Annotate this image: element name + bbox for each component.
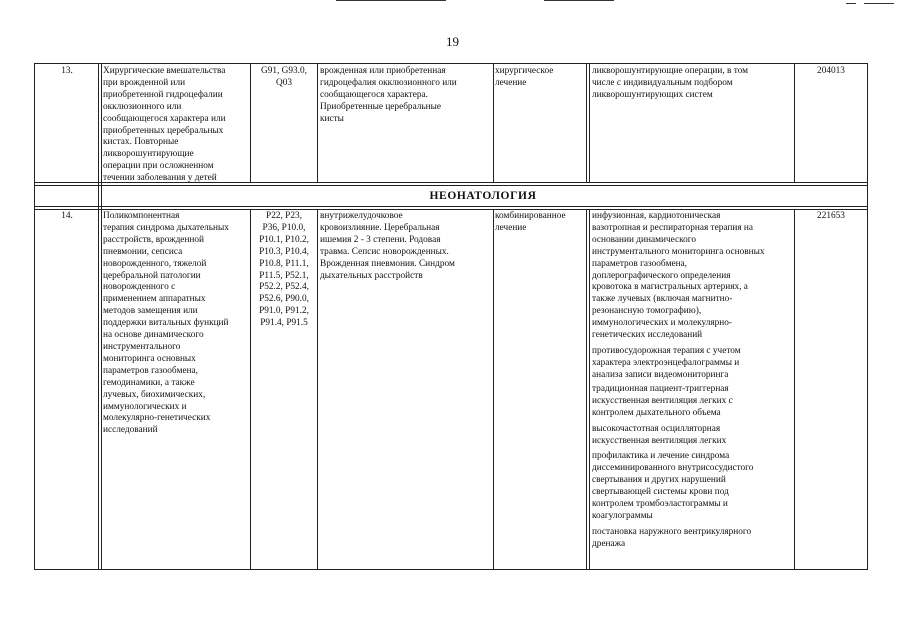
- care-type-name: Поликомпонентная терапия синдрома дыхательных расстройств, врожденной пневмонии, сепсиса новорожденного, тяжелой церебральной патологии новорожденного с применением аппаратных методов замещения или поддержки витальных функций на основе динамического инструментального мониторинга основных параметров газообмена, гемодинамики, а также лучевых, биохимических, иммунологических и молекулярно-генетических исследований: [103, 211, 229, 436]
- scan-artifact-line: [544, 0, 614, 1]
- treatment-type: хирургическое лечение: [495, 66, 554, 88]
- column-divider: [794, 209, 795, 569]
- treatment-method-item: инфузионная, кардиотоническая вазотропная и респираторная терапия на основании динамического инструментального мониторинга основных параметров газообмена, доплерографического определения кровотока в магистральных артериях, а также лучевых (включая магнитно- резонансную томографию), иммунологических и молекулярно- генетических исследований: [592, 211, 765, 341]
- column-divider: [493, 64, 494, 183]
- section-title: НЕОНАТОЛОГИЯ: [429, 190, 537, 202]
- column-divider: [101, 64, 102, 569]
- treatment-method-item: постановка наружного вентрикулярного дренажа: [592, 527, 752, 549]
- page-number: 19: [446, 34, 459, 49]
- column-divider: [317, 209, 318, 569]
- treatment-type: комбинированное лечение: [495, 211, 566, 233]
- row-divider: [35, 209, 867, 210]
- treatment-method-item: высокочастотная осцилляторная искусственная вентиляция легких: [592, 424, 727, 446]
- medical-care-table: [34, 63, 868, 570]
- icd-codes: G91, G93.0, Q03: [261, 66, 307, 88]
- row-divider: [35, 185, 867, 186]
- treatment-method-item: ликворошунтирующие операции, в том числе с индивидуальным подбором ликворошунтирующих систем: [592, 66, 749, 100]
- scan-artifact-line: [846, 3, 856, 4]
- column-divider: [317, 64, 318, 183]
- scan-artifact-line: [336, 0, 446, 1]
- treatment-methods: [592, 66, 792, 100]
- care-type-name: Хирургические вмешательства при врожденной или приобретенной гидроцефалии окклюзионного или сообщающегося характера или приобретенных церебральных кистах. Повторные ликворошунтирующие операции при осложненном течении заболевания у детей: [103, 66, 226, 184]
- patient-model: врожденная или приобретенная гидроцефалия окклюзионного или сообщающегося характера. Приобретенные церебральные кисты: [320, 66, 457, 124]
- column-divider: [589, 64, 590, 183]
- column-divider: [98, 64, 99, 569]
- scan-artifact-line: [864, 3, 894, 4]
- treatment-method-item: профилактика и лечение синдрома диссеминированного внутрисосудистого свертывания и других нарушений свертывающей системы крови под контролем тромбоэластограммы и коагулограммы: [592, 451, 754, 521]
- column-divider: [586, 64, 587, 183]
- financial-norm: 221653: [817, 211, 845, 221]
- treatment-method-item: противосудорожная терапия с учетом характера электроэнцефалограммы и анализа записи видеомониторинга: [592, 346, 741, 380]
- column-divider: [589, 209, 590, 569]
- column-divider: [794, 64, 795, 183]
- column-divider: [586, 209, 587, 569]
- row-number: 13.: [61, 66, 73, 76]
- row-number: 14.: [61, 211, 73, 221]
- icd-codes: P22, P23, P36, P10.0, P10.1, P10.2, P10.3, P10.4, P10.8, P11.1, P11.5, P52.1, P52.2, P52.4, P52.6, P90.0, P91.0, P91.2, P91.4, P91.5: [259, 211, 309, 329]
- patient-model: внутрижелудочковое кровоизлияние. Церебральная ишемия 2 - 3 степени. Родовая травма. Сепсис новорожденных. Врожденная пневмония. Синдром дыхательных расстройств: [320, 211, 455, 281]
- column-divider: [493, 209, 494, 569]
- treatment-methods: [592, 211, 792, 566]
- financial-norm: 204013: [817, 66, 845, 76]
- treatment-method-item: традиционная пациент-триггерная искусственная вентиляция легких с контролем дыхательного объема: [592, 384, 733, 418]
